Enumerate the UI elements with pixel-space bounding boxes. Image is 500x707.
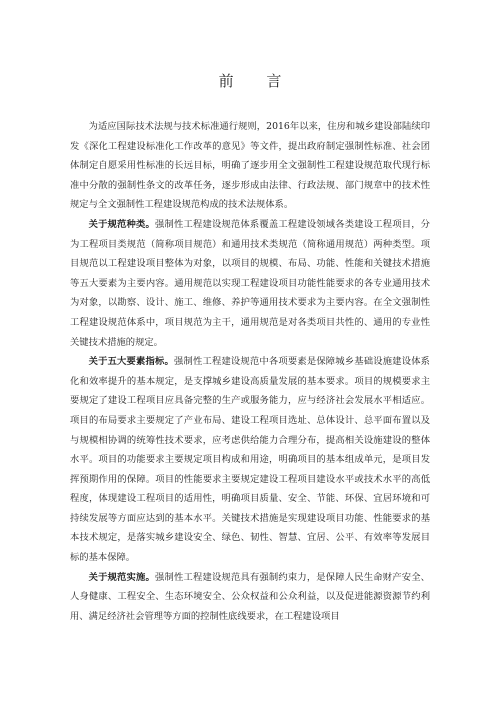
paragraph-elements bbox=[70, 352, 430, 568]
paragraph-implementation bbox=[70, 568, 430, 627]
paragraph-text: 强制性工程建设规范体系覆盖工程建设领域各类建设工程项目，分为工程项目类规范（简称项目规范）和通用技术类规范（简称通用规范）两种类型。项目规范以工程建设项目整体为对象，以项目的规模、布局、功能、性能和关键技术措施等五大要素为主要内容。通用规范以实现工程建设项目功能性能要求的各专业通用技术为对象，以勘察、设计、施工、维修、养护等通用技术要求为主要内容。在全文强制性工程建设规范体系中，项目规范为主干，通用规范是对各类项目共性的、通用的专业性关键技术措施的规定。 bbox=[70, 218, 430, 348]
paragraph-types bbox=[70, 215, 430, 352]
paragraph-text: 为适应国际技术法规与技术标准通行规则，2016年以来，住房和城乡建设部陆续印发《深化工程建设标准化工作改革的意见》等文件，提出政府制定强制性标准、社会团体制定自愿采用性标准的长远目标，明确了逐步用全文强制性工程建设规范取代现行标准中分散的强制性条文的改革任务，逐步形成由法律、行政法规、部门规章中的技术性规定与全文强制性工程建设规范构成的技术法规体系。 bbox=[70, 121, 430, 211]
paragraph-lead: 关于五大要素指标。 bbox=[88, 356, 174, 368]
paragraph-text: 强制性工程建设规范具有强制约束力，是保障人民生命财产安全、人身健康、工程安全、生态环境安全、公众权益和公众利益，以及促进能源资源节约利用、满足经济社会管理等方面的控制性底线要求，在工程建设项目 bbox=[70, 571, 430, 622]
paragraph-lead: 关于规范种类。 bbox=[88, 218, 156, 230]
paragraph-intro bbox=[70, 117, 430, 215]
paragraph-text: 强制性工程建设规范中各项要素是保障城乡基础设施建设体系化和效率提升的基本规定，是支撑城乡建设高质量发展的基本要求。项目的规模要求主要规定了建设工程项目应具备完整的生产或服务能力，应与经济社会发展水平相适应。项目的布局要求主要规定了产业布局、建设工程项目选址、总体设计、总平面布置以及与规模相协调的统筹性技术要求，应考虑供给能力合理分布，提高相关设施建设的整体水平。项目的功能要求主要规定项目构成和用途，明确项目的基本组成单元，是项目发挥预期作用的保障。项目的性能要求主要规定建设工程项目建设水平或技术水平的高低程度，体现建设工程项目的适用性，明确项目质量、安全、节能、环保、宜居环境和可持续发展等方面应达到的基本水平。关键技术措施是实现建设项目功能、性能要求的基本技术规定，是落实城乡建设安全、绿色、韧性、智慧、宜居、公平、有效率等发展目标的基本保障。 bbox=[70, 356, 430, 564]
paragraph-lead: 关于规范实施。 bbox=[88, 571, 156, 583]
page-title: 前 言 bbox=[218, 72, 296, 90]
